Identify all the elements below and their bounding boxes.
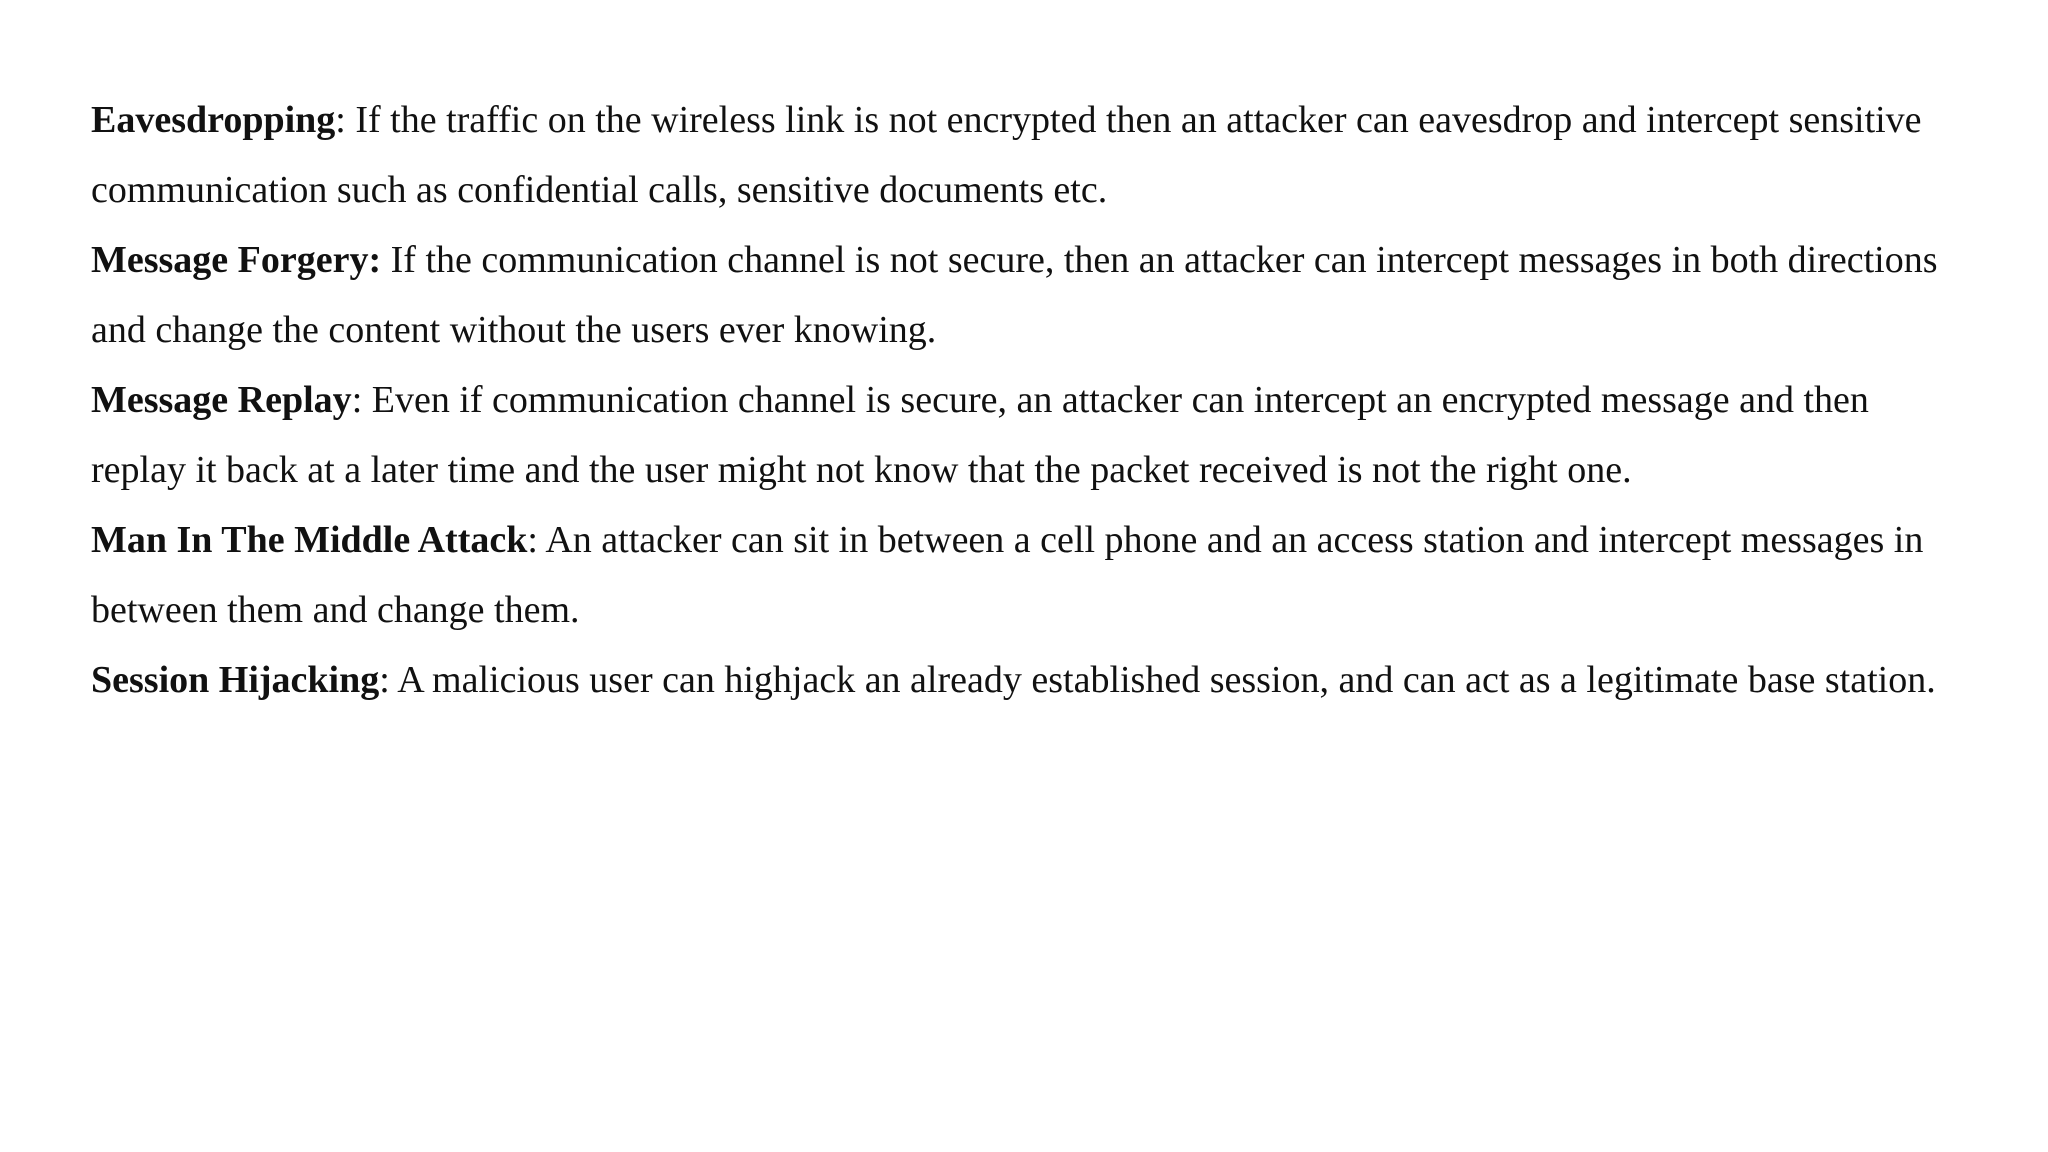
document-body xyxy=(91,85,1971,715)
separator xyxy=(381,239,391,281)
definition-eavesdropping: If the traffic on the wireless link is not encrypted then an attacker can eavesdrop and intercept sensitive communication such as confidential calls, sensitive documents etc. xyxy=(91,99,1922,211)
entry-message-forgery xyxy=(91,225,1971,365)
term-message-replay: Message Replay xyxy=(91,379,352,421)
entry-session-hijacking xyxy=(91,645,1971,715)
entry-eavesdropping xyxy=(91,85,1971,225)
separator: : xyxy=(335,99,356,141)
entry-message-replay xyxy=(91,365,1971,505)
term-session-hijacking: Session Hijacking xyxy=(91,659,380,701)
term-man-in-the-middle: Man In The Middle Attack xyxy=(91,519,528,561)
term-message-forgery: Message Forgery: xyxy=(91,239,382,281)
definition-message-replay: Even if communication channel is secure, an attacker can intercept an encrypted message and then replay it back at a later time and the user might not know that the packet received is not the right one. xyxy=(91,379,1869,491)
definition-man-in-the-middle: An attacker can sit in between a cell phone and an access station and intercept messages in between them and change them. xyxy=(91,519,1924,631)
term-eavesdropping: Eavesdropping xyxy=(91,99,336,141)
separator: : xyxy=(351,379,372,421)
entry-man-in-the-middle xyxy=(91,505,1971,645)
separator: : xyxy=(527,519,546,561)
definition-message-forgery: If the communication channel is not secure, then an attacker can intercept messages in both directions and change the content without the users ever knowing. xyxy=(91,239,1938,351)
separator: : xyxy=(379,659,398,701)
definition-session-hijacking: A malicious user can highjack an already established session, and can act as a legitimate base station. xyxy=(397,659,1936,701)
